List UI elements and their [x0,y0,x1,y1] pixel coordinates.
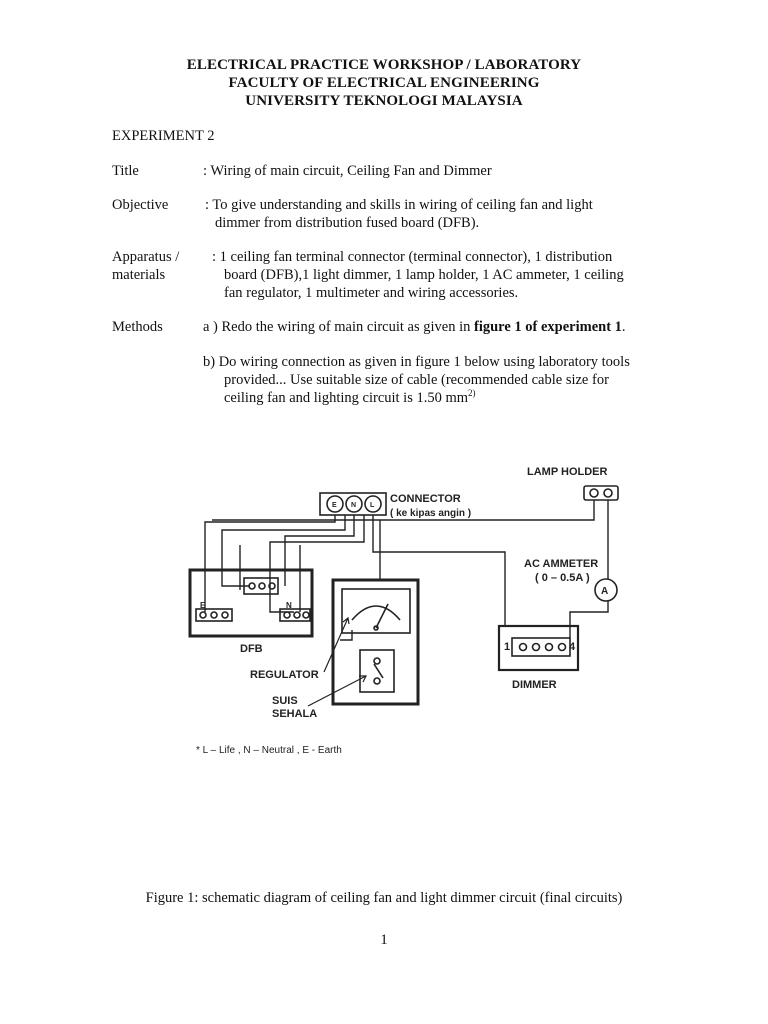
header-line-2: FACULTY OF ELECTRICAL ENGINEERING [228,75,540,91]
dimmer [499,626,578,670]
header-line-3: UNIVERSITY TEKNOLOGI MALAYSIA [245,93,523,109]
experiment-number: EXPERIMENT 2 [112,128,215,144]
dfb-label: DFB [240,643,263,655]
sehala-label: SEHALA [272,708,318,720]
dfb-n-label: N [286,601,292,610]
method-b-line-3-text: ceiling fan and lighting circuit is 1.50 mm [224,390,469,406]
title-text: : Wiring of main circuit, Ceiling Fan and Dimmer [203,163,492,179]
dimmer-label: DIMMER [512,679,557,691]
connector-l-label: L [370,502,375,509]
label-arrows [308,618,366,706]
method-a-end: . [621,319,626,335]
apparatus-label-1: Apparatus / [112,249,180,265]
methods-label: Methods [112,319,163,335]
objective-line-1: : To give understanding and skills in wiring of ceiling fan and light [205,197,593,213]
connector-sublabel: ( ke kipas angin ) [390,508,472,519]
figure-caption: Figure 1: schematic diagram of ceiling fan and light dimmer circuit (final circuits) [145,890,623,906]
dfb-e-label: E [200,601,206,610]
header-line-1: ELECTRICAL PRACTICE WORKSHOP / LABORATORY [186,57,582,73]
page-number: 1 [380,932,388,948]
lamp-holder [584,486,618,500]
regulator-label: REGULATOR [250,669,319,681]
objective-line-2: dimmer from distribution fused board (DFB). [215,215,480,231]
dimmer-terminal-1: 1 [504,641,511,653]
apparatus-line-1: : 1 ceiling fan terminal connector (terminal connector), 1 distribution [212,249,613,265]
connector-e-label: E [332,502,337,509]
title-label: Title [112,163,139,179]
ammeter-symbol: A [601,586,609,597]
method-b-line-2: provided... Use suitable size of cable (recommended cable size for [224,372,609,388]
dimmer-terminal-4: 4 [569,641,576,653]
distribution-board [190,570,312,636]
method-b-superscript: 2) [468,388,476,399]
lamp-holder-label: LAMP HOLDER [527,466,608,478]
diagram-legend: * L – Life , N – Neutral , E - Earth [196,745,342,756]
objective-label: Objective [112,197,169,213]
apparatus-line-3: fan regulator, 1 multimeter and wiring accessories. [224,285,519,301]
apparatus-label-2: materials [112,267,166,283]
connector-n-label: N [351,502,357,509]
ammeter-label: AC AMMETER [524,558,599,570]
regulator-enclosure [333,580,418,704]
ammeter-range-label: ( 0 – 0.5A ) [535,572,590,584]
method-a-bold: figure 1 of experiment 1 [474,319,622,335]
method-b-line-1: b) Do wiring connection as given in figure 1 below using laboratory tools [203,354,630,370]
suis-label: SUIS [272,695,298,707]
apparatus-line-2: board (DFB),1 light dimmer, 1 lamp holder, 1 AC ammeter, 1 ceiling [224,267,624,283]
method-a-text: a ) Redo the wiring of main circuit as given in [203,319,474,335]
connector-label: CONNECTOR [390,493,461,505]
